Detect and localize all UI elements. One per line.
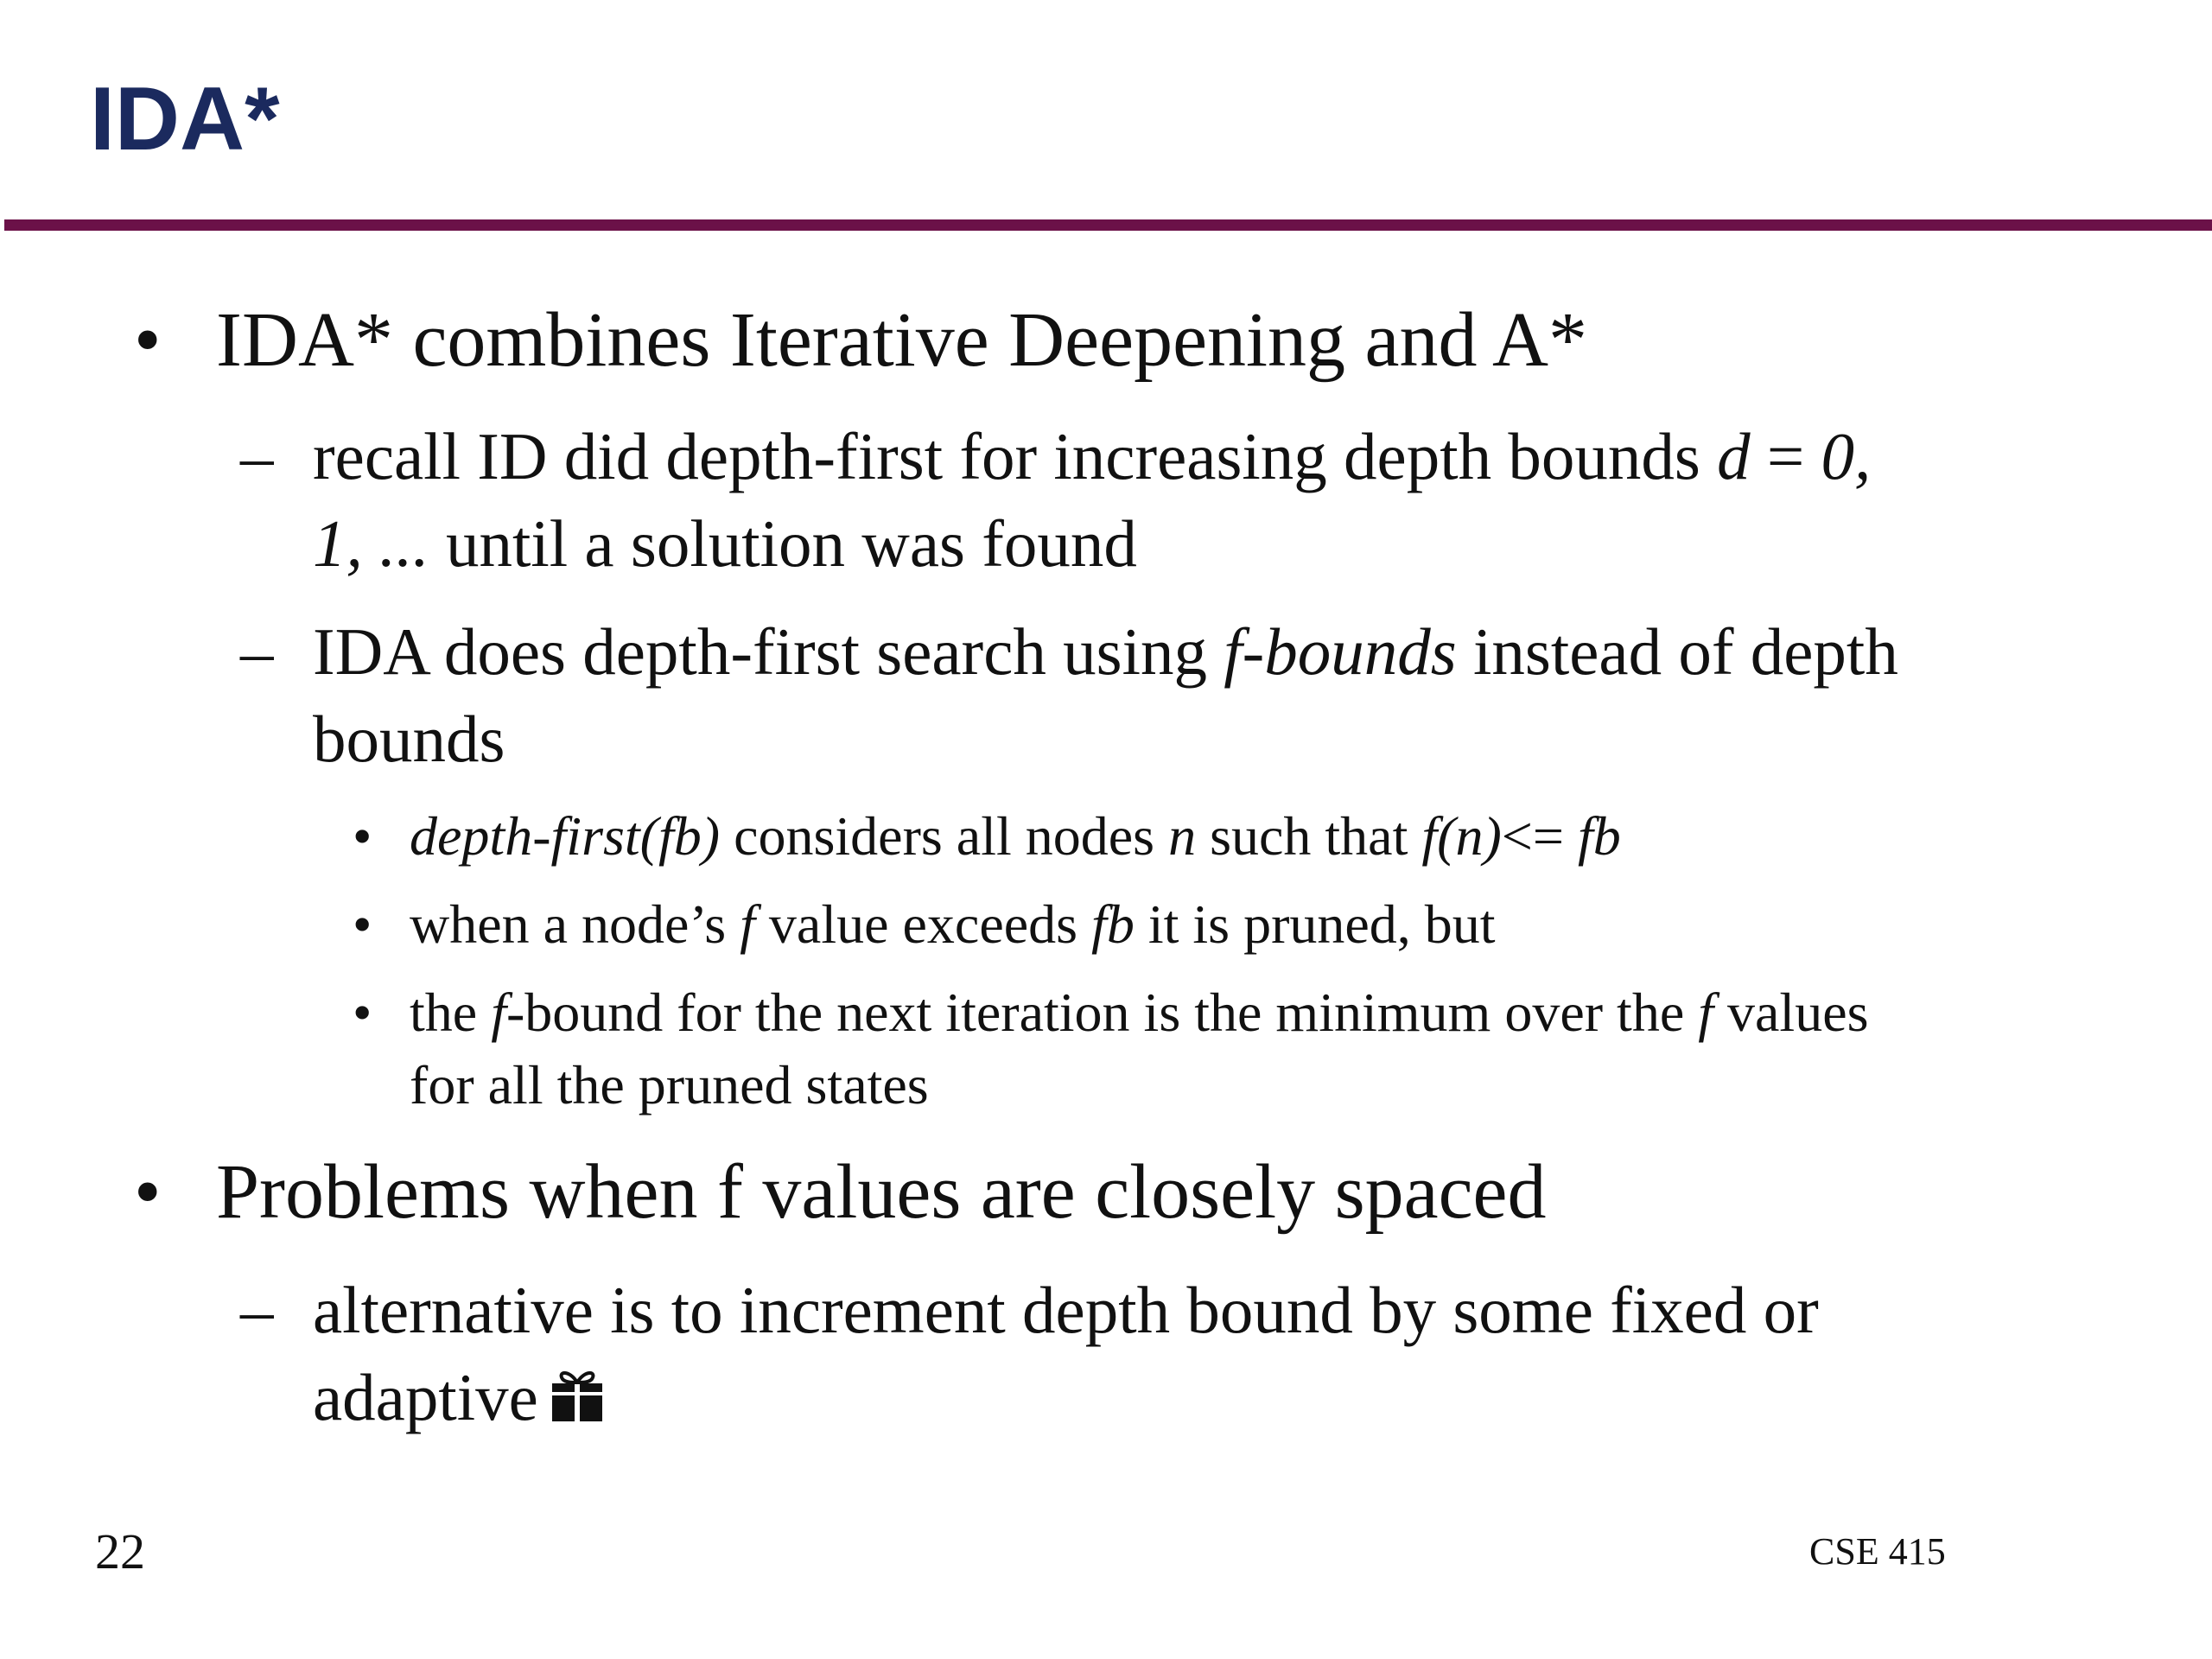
text-run-italic: 1, ... [313,506,429,581]
text-run-italic: 0, [1821,419,1872,493]
dash-marker: – [240,419,274,493]
bullet-marker: • [353,893,372,955]
text-run-italic: d [1717,419,1751,493]
text-run-italic: f [740,893,755,955]
text-run: it is pruned, but [1134,893,1496,955]
text-run: the [410,982,492,1043]
text-run-italic: f(n) [1421,805,1502,867]
page-number: 22 [95,1523,145,1580]
text-run: such that [1196,805,1422,867]
sub-bullet-2-1-line-1: alternative is to increment depth bound by some fixed or [313,1273,1819,1347]
dash-marker: – [240,614,274,689]
text-run: <= [1501,805,1578,867]
sub-bullet-1-1 [240,413,2093,588]
sub-bullet-2-1 [240,1267,2093,1445]
sub-sub-bullet-3-line-2: for all the pruned states [410,1054,929,1116]
text-run: value exceeds [754,893,1092,955]
text-run: when a node’s [410,893,741,955]
text-run-italic: fb [1577,805,1621,867]
sub-bullet-1-1-line-2 [313,500,2093,588]
sub-sub-bullet-2 [353,888,2051,961]
text-run: considers all nodes [720,805,1169,867]
bullet-marker: • [134,297,162,383]
sub-bullet-1-2 [240,608,2093,783]
sub-bullet-2-1-line-2 [313,1354,2093,1445]
text-run-italic: n [1168,805,1197,867]
sub-bullet-1-2-line-2: bounds [313,702,505,776]
text-run: recall ID did depth-first for increasing depth bounds [313,419,1718,493]
text-run: -bound for the next iteration is the minimum over the [505,982,1699,1043]
text-run: instead of depth [1456,614,1898,689]
text-run-italic: fb [1091,893,1135,955]
text-run-italic: f-bounds [1224,614,1457,689]
dash-marker: – [240,1273,274,1347]
text-run-italic: f [1698,982,1713,1043]
sub-bullet-1-2-line-1 [313,608,2093,696]
bullet-1 [134,297,1587,384]
bullet-1-text: IDA* combines Iterative Deepening and A* [216,297,1587,383]
text-run: adaptive [313,1360,538,1434]
gift-icon [550,1357,604,1445]
bullet-marker: • [353,805,372,867]
sub-sub-bullet-3-line-1 [410,976,2051,1049]
text-run: = [1750,419,1821,493]
sub-sub-bullet-1-line [410,800,2051,873]
text-run: until a solution was found [429,506,1137,581]
sub-bullet-1-1-line-1 [313,413,2093,500]
sub-sub-bullet-3 [353,976,2051,1122]
sub-sub-bullet-2-line [410,888,2051,961]
bullet-2-text: Problems when f values are closely spaced [216,1149,1547,1235]
text-run: IDA does depth-first search using [313,614,1224,689]
course-label: CSE 415 [1809,1530,1946,1573]
bullet-marker: • [353,982,372,1043]
slide-title: IDA* [90,69,280,169]
title-divider [4,219,2212,231]
text-run-italic: depth-first(fb) [410,805,721,867]
bullet-2 [134,1149,1547,1236]
sub-sub-bullet-1 [353,800,2051,873]
text-run-italic: f [491,982,506,1043]
text-run: values [1713,982,1869,1043]
bullet-marker: • [134,1149,162,1235]
